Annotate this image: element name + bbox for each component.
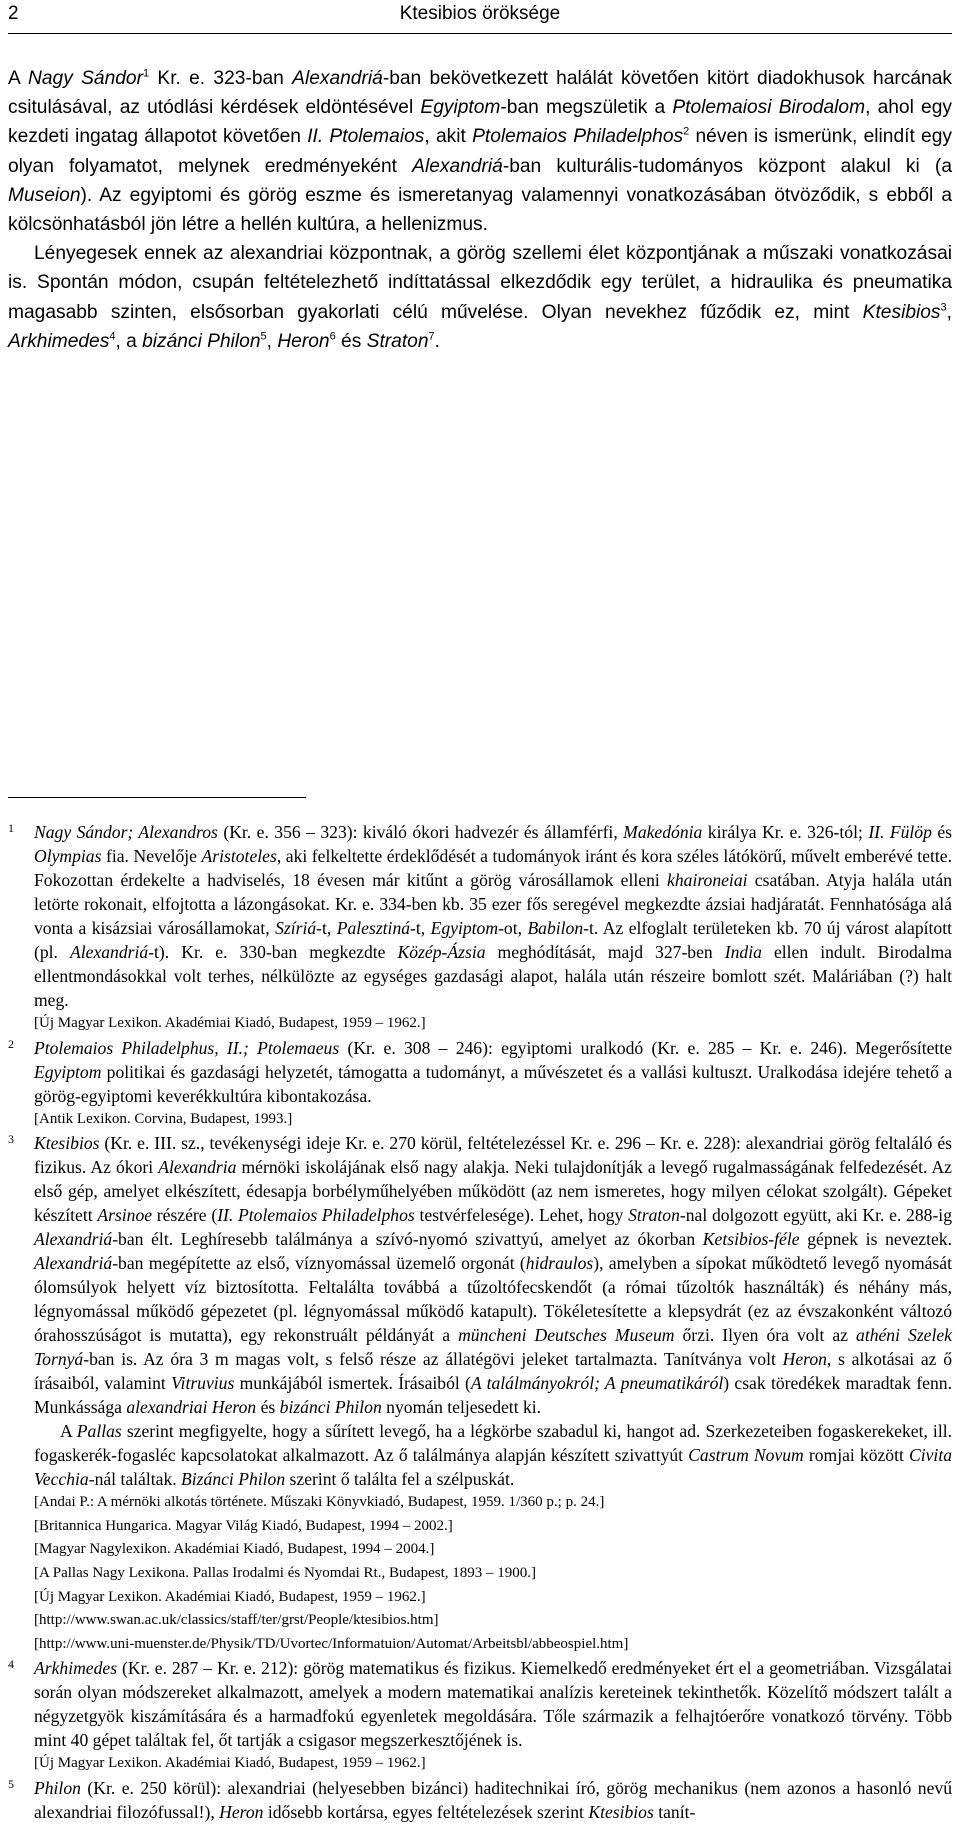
footnote-text: 3 Ktesibios (Kr. e. III. sz., tevékenységi ideje Kr. e. 270 körül, feltételezéssel Kr. e. 296 – Kr. e. 228): alexandriai görög feltaláló és fizikus. Az ókori Alexandria mérnöki iskolájának első nagy alakja. Neki tulajdonítják a levegő rugalmasságának felfedezését. Az első gép, amelyet elkészített, édesapja borbélyműhelyében működött (az nem ismeretes, hogy milyen célokat szolgált). Gépeket készített Arsinoe részére (II. Ptolemaios Philadelphos testvérfelesége). Lehet, hogy Straton-nal dolgozott együtt, aki Kr. e. 288-ig Alexandriá-ban élt. Leghíresebb találmánya a szívó-nyomó szivattyú, amelyet az ókorban Ketsibios-féle gépnek is neveztek. Alexandriá-ban megépítette az első, víznyomással üzemelő orgonát (hidraulos), amelyben a sípokat működtető levegő nyomását ólomsúlyok helyett víz biztosította. Feltalálta továbbá a tűzoltófecskendőt (a római tűzoltók használták) és néhány más, légnyomással működő gépezetet (pl. légnyomással működő katapult). Tökéletesítette a klepsydrát (ez az évszakonként változó órahosszúságot is mutatta), egy rekonstruált példányát a müncheni Deutsches Museum őrzi. Ilyen óra volt az athéni Szelek Tornyá-ban is. Az óra 3 m magas volt, s felső része az állatégövi jeleket tartalmazta. Tanítványa volt Heron, s alkotásai az ő írásaiból, valamint Vitruvius munkájából ismertek. Írásaiból (A találmányokról; A pneumatikáról) csak töredékek maradtak fenn. Munkássága alexandriai Heron és bizánci Philon nyomán teljesedett ki. <box>8 1132 953 1418</box>
footnote-text: 1 Nagy Sándor; Alexandros (Kr. e. 356 – 323): kiváló ókori hadvezér és államférfi, Makedónia királya Kr. e. 326-tól; II. Fülöp és Olympias fia. Nevelője Aristoteles, aki felkeltette érdeklődését a tudományok iránt és kora széles látókörű, művelt emberévé tette. Fokozottan érdekelte a hadviselés, 18 évesen már kitűnt a görög városállamok elleni khaironeiai csatában. Atyja halála után letörte rokonait, elfojtotta a lázongásokat. Kr. e. 334-ben kb. 35 ezer fős seregével megkezdte ázsiai hadjáratát. Fennhatósága alá vonta a kisázsiai városállamokat, Szíriá-t, Palesztiná-t, Egyiptom-ot, Babilon-t. Az elfoglalt területeken kb. 70 új várost alapított (pl. Alexandriá-t). Kr. e. 330-ban megkezdte Közép-Ázsia meghódítását, majd 327-ben India ellen indult. Birodalma ellentmondásokkal volt terhes, nélkülözte az egységes gazdasági alapot, halála után részeire bomlott szét. Maláriában (?) halt meg. <box>8 821 953 1010</box>
text-run: (Kr. e. 356 – 323): kiváló ókori hadvezér és államférfi, <box>217 822 624 842</box>
italic-term: Arkhimedes <box>34 1658 118 1679</box>
footnote-source: [Új Magyar Lexikon. Akadémiai Kiadó, Budapest, 1959 – 1962.] <box>34 1755 426 1772</box>
italic-term: bizánci Philon <box>279 1397 382 1418</box>
text-run: politikai és gazdasági helyzetét, támogatta a tudományt, a művészetet és a vallási kultuszt. Uralkodása idejére tehető a görög-egyiptomi keverékkultúra kibontakozása. <box>34 1061 952 1106</box>
italic-term: Bizánci Philon <box>181 1469 286 1490</box>
footnote-reference: 6 <box>329 330 336 343</box>
text-run: és <box>256 1397 280 1418</box>
italic-term: Arsinoe <box>97 1205 153 1226</box>
italic-term: Közép-Ázsia <box>397 942 486 962</box>
italic-term: Alexandriá <box>292 68 383 89</box>
footnote-paragraph <box>8 1419 952 1491</box>
text-run: . <box>434 330 440 352</box>
text-run: testvérfelesége). Lehet, hogy <box>414 1205 629 1226</box>
italic-term: Philon <box>34 1777 81 1798</box>
text-run: királya Kr. e. 326-tól; <box>702 822 869 842</box>
body-text <box>8 64 952 356</box>
text-run: romjai között <box>803 1445 909 1466</box>
footnote-reference: 4 <box>109 330 116 343</box>
italic-term: Arkhimedes <box>8 330 110 352</box>
italic-term: Straton <box>628 1205 680 1226</box>
italic-term: Heron <box>277 330 330 352</box>
text-run: , a <box>115 330 143 352</box>
footnote-reference: 2 <box>683 126 690 139</box>
text-run: -ban élt. Leghíresebb találmánya a szívó-nyomó szivattyú, amelyet az ókorban <box>112 1229 703 1250</box>
header-rule <box>8 33 952 34</box>
footnote-text: 5 Philon (Kr. e. 250 körül): alexandriai (helyesebben bizánci) haditechnikai író, görög mechanikus (nem azonos a hasonló nevű alexandriai filozófussal!), Heron idősebb kortársa, egyes feltételezések szerint Ktesibios tanít- <box>8 1776 952 1822</box>
italic-term: II. Ptolemaios <box>307 126 425 148</box>
text-run: -t. Az elfoglalt területeken kb. 70 új várost alapított (pl. <box>34 918 952 962</box>
footnote-3 <box>8 1131 952 1656</box>
footnote-2 <box>8 1036 952 1132</box>
text-run: és <box>335 330 367 352</box>
text-run: -t, <box>410 918 431 938</box>
italic-term: Palesztiná <box>336 918 411 938</box>
italic-term: Pallas <box>76 1421 122 1442</box>
text-run: ) csak töredékek maradtak fenn. Munkássága <box>34 1373 952 1418</box>
text-run: ellen indult. Birodalma ellentmondásokkal volt terhes, nélkülözte az egységes gazdasági alapot, halála után részeire bomlott szét. Maláriában (?) halt meg. <box>34 942 952 1010</box>
text-run: -ban is. Az óra 3 m magas volt, s felső része az állatégövi jeleket tartalmazta. Tanítványa volt <box>83 1349 783 1370</box>
text-run: részére ( <box>152 1205 218 1226</box>
text-run: , akit <box>424 126 473 148</box>
footnote-reference: 3 <box>940 301 947 314</box>
italic-term: Egyiptom <box>430 918 499 938</box>
text-run: ). Az egyiptomi és görög eszme és ismeretanyag valamennyi vonatkozásában ötvöződik, s ebből a kölcsönhatásból jön létre a hellén kultúra, a hellenizmus. <box>8 184 952 236</box>
italic-term: Alexandriá <box>412 155 503 177</box>
text-run: , <box>266 330 278 352</box>
text-run: csatában. Atyja halála után letörte rokonait, elfojtotta a lázongásokat. Kr. e. 334-ben kb. 35 ezer fős seregével megkezdte ázsiai hadjáratát. Fennhatósága alá vonta a kisázsiai városállamokat, <box>34 870 952 938</box>
italic-term: Ktesibios <box>588 1801 654 1822</box>
text-run: gépnek is neveztek. <box>799 1229 952 1250</box>
italic-term: Makedónia <box>623 822 703 842</box>
footnote-reference: 5 <box>260 330 267 343</box>
italic-term: II. Ptolemaios Philadelphos <box>217 1205 415 1226</box>
text-run: -nal dolgozott együtt, aki Kr. e. 288-ig <box>679 1205 952 1226</box>
text-run: őrzi. Ilyen óra volt az <box>674 1325 857 1346</box>
text-run: fia. Nevelője <box>101 846 202 866</box>
footnote-source: [Új Magyar Lexikon. Akadémiai Kiadó, Budapest, 1959 – 1962.] <box>34 1588 426 1605</box>
footnote-text: 4 Arkhimedes (Kr. e. 287 – Kr. e. 212): görög matematikus és fizikus. Kiemelkedő eredményeket ért el a geometriában. Vizsgálatai során olyan módszereket alkalmazott, amelyek a modern matematikai analízis kereteinek tekinthetők. Közelítő módszert talált a négyzetgyök kiszámítására és a harmadfokú egyenletek megoldására. Tőle származik a felhajtóerőre vonatkozó törvény. Több mint 40 gépet találtak fel, őt tartják a csigasor megszerkesztőjének is. <box>8 1657 952 1751</box>
italic-term: Ktesibios <box>862 301 941 323</box>
footnote-source: [Britannica Hungarica. Magyar Világ Kiadó, Budapest, 1994 – 2002.] <box>34 1517 453 1534</box>
text-run: -ban megépítette az első, víznyomással üzemelő orgonát ( <box>112 1253 526 1274</box>
text-run: -t, <box>316 918 337 938</box>
text-run: , s alkotásai az ő írásaiból, valamint <box>34 1349 952 1394</box>
footnote-source: [Magyar Nagylexikon. Akadémiai Kiadó, Budapest, 1994 – 2004.] <box>34 1541 435 1558</box>
italic-term: Babilon <box>527 918 584 938</box>
italic-term: Aristoteles <box>201 846 277 866</box>
italic-term: Heron <box>782 1349 827 1370</box>
text-run: A <box>8 68 29 89</box>
text-run: Kr. e. 323-ban <box>149 68 293 89</box>
italic-term: Heron <box>219 1801 264 1822</box>
text-run: és <box>931 822 953 842</box>
text-run: (Kr. e. 308 – 246): egyiptomi uralkodó (Kr. e. 285 – Kr. e. 246). Megerősítette <box>339 1037 952 1058</box>
italic-term: A találmányokról; A pneumatikáról <box>470 1373 724 1394</box>
italic-term: Ptolemaios Philadelphus, II.; Ptolemaeus <box>34 1037 340 1058</box>
text-run: , <box>946 301 952 323</box>
italic-term: Alexandriá <box>70 942 149 962</box>
footnotes <box>8 820 952 1824</box>
text-run: , aki felkeltette érdeklődését a tudományok iránt és kora széles látókörű, művelt emberévé tette. Fokozottan érdekelte a hadviselés, 18 évesen már kitűnt a görög városállamok elleni <box>34 846 952 890</box>
footnote-source: [http://www.swan.ac.uk/classics/staff/ter/grst/People/ktesibios.htm] <box>34 1612 439 1629</box>
footnote-5 <box>8 1776 952 1824</box>
italic-term: athéni Szelek Tornyá <box>34 1325 952 1370</box>
italic-term: Museion <box>8 184 81 206</box>
italic-term: Olympias <box>34 846 102 866</box>
italic-term: Vitruvius <box>171 1373 235 1394</box>
footnote-4 <box>8 1656 952 1776</box>
footnote-source: [A Pallas Nagy Lexikona. Pallas Irodalmi és Nyomdai Rt., Budapest, 1893 – 1900.] <box>34 1564 537 1581</box>
footnote-reference: 1 <box>142 67 150 80</box>
text-run: meghódítását, majd 327-ben <box>485 942 725 962</box>
italic-term: India <box>724 942 762 962</box>
footnote-source: [Antik Lexikon. Corvina, Budapest, 1993.] <box>34 1110 293 1127</box>
text-run: -ban megszületik a <box>500 97 673 119</box>
text-run: munkájából ismertek. Írásaiból ( <box>234 1373 471 1394</box>
text-run: mérnöki iskolájának első nagy alakja. Neki tulajdonítják a levegő rugalmasságának felfedezését. Az első gép, amelyet elkészített, édesapja borbélyműhelyében működött (az nem ismeretes, hogy milyen célokat szolgált). Gépeket készített <box>34 1157 952 1226</box>
text-run: nyomán teljesedett ki. <box>381 1397 542 1418</box>
italic-term: bizánci Philon <box>142 330 261 352</box>
italic-term: Ktesibios <box>34 1133 100 1154</box>
italic-term: Castrum Novum <box>688 1445 804 1466</box>
italic-term: alexandriai Heron <box>126 1397 257 1418</box>
text-run: -nál találtak. <box>88 1469 182 1490</box>
italic-term: khaironeiai <box>667 870 748 890</box>
italic-term: Ketsibios-féle <box>702 1229 800 1250</box>
italic-term: Alexandria <box>158 1157 237 1178</box>
italic-term: Nagy Sándor <box>28 68 143 89</box>
footnote-text: 2 Ptolemaios Philadelphus, II.; Ptolemaeus (Kr. e. 308 – 246): egyiptomi uralkodó (Kr. e. 285 – Kr. e. 246). Megerősítette Egyiptom politikai és gazdasági helyzetét, támogatta a tudományt, a művészetet és a vallási kultuszt. Uralkodása idejére tehető a görög-egyiptomi keverékkultúra kibontakozása. <box>8 1036 952 1106</box>
italic-term: Ptolemaiosi Birodalom <box>672 97 866 119</box>
italic-term: müncheni Deutsches Museum <box>458 1325 675 1346</box>
italic-term: Egyiptom <box>34 1061 102 1082</box>
text-run: néven is ismerünk, elindít egy olyan folyamatot, melynek eredményeként <box>8 126 952 177</box>
italic-term: Nagy Sándor; Alexandros <box>34 822 218 842</box>
footnote-source: [Andai P.: A mérnöki alkotás története. Műszaki Könyvkiadó, Budapest, 1959. 1/360 p.; p. 24.] <box>34 1494 605 1511</box>
text-run: (Kr. e. 250 körül): alexandriai (helyesebben bizánci) haditechnikai író, görög mechanikus (nem azonos a hasonló nevű alexandriai filozófussal!), <box>34 1777 952 1822</box>
italic-term: Ptolemaios Philadelphos <box>472 126 684 148</box>
body-paragraph-2 <box>8 239 952 356</box>
italic-term: hidraulos <box>525 1253 594 1274</box>
italic-term: Civita Vecchia <box>34 1445 953 1490</box>
italic-term: Straton <box>366 330 429 352</box>
page-number: 2 <box>8 3 19 24</box>
footnote-separator <box>8 797 306 798</box>
text-run: -ban bekövetkezett halálát követően kitört diadokhusok harcának csitulásával, az utódlási kérdések eldöntésével <box>8 68 952 119</box>
footnote-source: [http://www.uni-muenster.de/Physik/TD/Uvortec/Informatuion/Automat/Arbeitsbl/abbeospiel.htm] <box>34 1635 629 1652</box>
footnote-source: [Új Magyar Lexikon. Akadémiai Kiadó, Budapest, 1959 – 1962.] <box>34 1015 426 1031</box>
text-run: (Kr. e. III. sz., tevékenységi ideje Kr. e. 270 körül, feltételezéssel Kr. e. 296 – Kr. e. 228): alexandriai görög feltaláló és fizikus. Az ókori <box>34 1133 952 1178</box>
text-run: Lényegesek ennek az alexandriai központnak, a görög szellemi élet központjának a műszaki vonatkozásai is. Spontán módon, csupán feltételezhető indíttatással elkezdődik egy terület, a hidraulika és pneumatika magasabb szinten, elsősorban gyakorlati célú művelése. Olyan nevekhez fűződik ez, mint <box>8 243 952 323</box>
footnote-paragraph-text <box>34 1419 952 1491</box>
italic-term: Alexandriá <box>34 1253 113 1274</box>
text-run: -t). Kr. e. 330-ban megkezdte <box>148 942 398 962</box>
text-run: szerint megfigyelte, hogy a sűrített levegő, ha a légkörbe szabadul ki, hangot ad. Szerkezeteiben fogaskerekeket, ill. fogaskerék-fogasléc kapcsolatokat alkalmazott. Az ő találmánya alapján készített szivattyút <box>34 1421 952 1466</box>
italic-term: Alexandriá <box>34 1229 113 1250</box>
footnote-reference: 7 <box>428 330 435 343</box>
page-header <box>8 0 952 40</box>
text-run: , ahol egy kezdeti ingatag állapotot követően <box>8 97 952 148</box>
text-run: -ot, <box>498 918 528 938</box>
text-run: (Kr. e. 287 – Kr. e. 212): görög matematikus és fizikus. Kiemelkedő eredményeket ért el a geometriában. Vizsgálatai során olyan módszereket alkalmazott, amelyek a modern matematikai analízis kereteinek tekinthetők. Közelítő módszert talált a négyzetgyök kiszámítására és a harmadfokú egyenletek megoldására. Tőle származik a felhajtóerőre vonatkozó törvény. Több mint 40 gépet találtak fel, őt tartják a csigasor megszerkesztőjének is. <box>34 1658 952 1751</box>
footnote-1 <box>8 820 952 1036</box>
text-run: idősebb kortársa, egyes feltételezések szerint <box>263 1801 589 1822</box>
italic-term: Egyiptom <box>420 97 501 119</box>
text-run: -ban kulturális-tudományos központ alakul ki (a <box>502 155 952 177</box>
text-run: tanít- <box>653 1801 696 1822</box>
italic-term: Szíriá <box>275 918 317 938</box>
text-run: A <box>60 1421 77 1442</box>
body-paragraph-1 <box>8 64 952 239</box>
italic-term: II. Fülöp <box>868 822 932 842</box>
running-title: Ktesibios öröksége <box>399 3 561 24</box>
text-run: ), amelyben a sípokat működtető levegő nyomását ólomsúlyok helyett víz biztosította. Feltalálta továbbá a tűzoltófecskendőt (a római tűzoltók használták) és néhány más, légnyomással működő gépezetet (pl. légnyomással működő katapult). Tökéletesítette a klepsydrát (ez az évszakonként változó órahosszúságot is mutatta), egy rekonstruált példányát a <box>34 1253 953 1346</box>
text-run: szerint ő találta fel a szélpuskát. <box>285 1469 515 1490</box>
